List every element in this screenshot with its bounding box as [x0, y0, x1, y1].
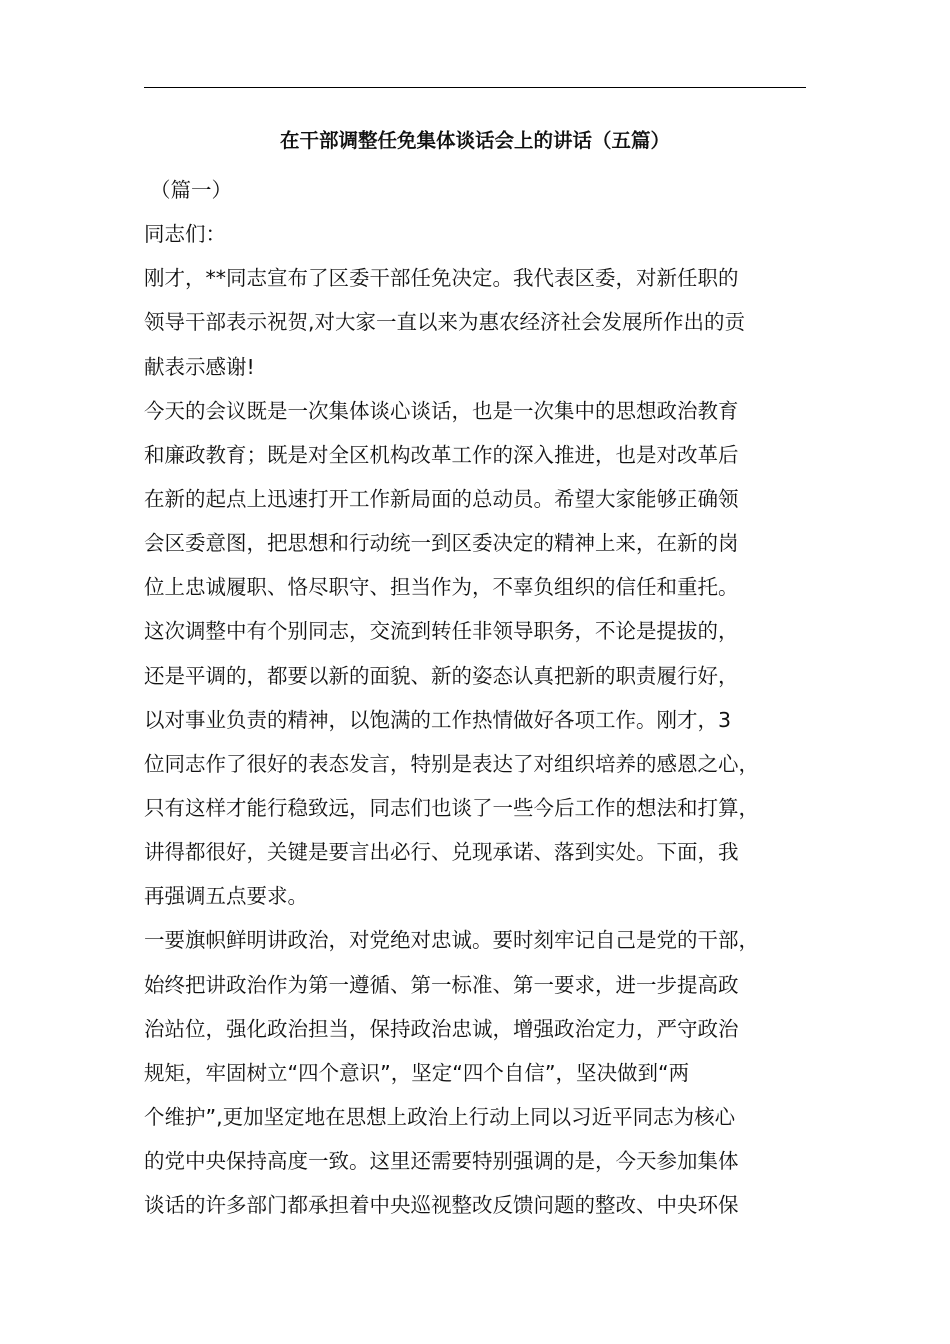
text-line: 这次调整中有个别同志，交流到转任非领导职务，不论是提拔的， [144, 619, 739, 644]
text-line: 规矩，牢固树立“四个意识”，坚定“四个自信”，坚决做到“两 [144, 1060, 690, 1085]
text-line: 谈话的许多部门都承担着中央巡视整改反馈问题的整改、中央环保 [144, 1193, 739, 1218]
text-line: 治站位，强化政治担当，保持政治忠诚，增强政治定力，严守政治 [144, 1016, 739, 1041]
text-line: 和廉政教育；既是对全区机构改革工作的深入推进，也是对改革后 [144, 442, 739, 467]
text-line: 同志们： [144, 222, 226, 247]
text-line: 以对事业负责的精神，以饱满的工作热情做好各项工作。刚才，3 [144, 707, 732, 732]
text-line: 刚才，**同志宣布了区委干部任免决定。我代表区委，对新任职的 [144, 266, 739, 291]
text-line: 位上忠诚履职、恪尽职守、担当作为，不辜负组织的信任和重托。 [144, 575, 739, 600]
text-line: 个维护”,更加坚定地在思想上政治上行动上同以习近平同志为核心 [144, 1104, 736, 1129]
text-line: 再强调五点要求。 [144, 884, 308, 909]
text-line: 会区委意图，把思想和行动统一到区委决定的精神上来，在新的岗 [144, 531, 739, 556]
text-line: 位同志作了很好的表态发言，特别是表达了对组织培养的感恩之心， [144, 751, 759, 776]
text-line: 讲得都很好，关键是要言出必行、兑现承诺、落到实处。下面，我 [144, 840, 739, 865]
text-line: 领导干部表示祝贺,对大家一直以来为惠农经济社会发展所作出的贡 [144, 310, 746, 335]
text-line: 献表示感谢! [144, 354, 255, 379]
text-line: 在新的起点上迅速打开工作新局面的总动员。希望大家能够正确领 [144, 486, 739, 511]
text-line: 只有这样才能行稳致远，同志们也谈了一些今后工作的想法和打算， [144, 795, 759, 820]
document-title: 在干部调整任免集体谈话会上的讲话（五篇） [279, 129, 670, 152]
text-line: 还是平调的，都要以新的面貌、新的姿态认真把新的职责履行好， [144, 663, 739, 688]
header-rule [144, 87, 806, 88]
text-line: 今天的会议既是一次集体谈心谈话，也是一次集中的思想政治教育 [144, 398, 739, 423]
text-line: 始终把讲政治作为第一遵循、第一标准、第一要求，进一步提高政 [144, 972, 739, 997]
text-line: 一要旗帜鲜明讲政治，对党绝对忠诚。要时刻牢记自己是党的干部， [144, 928, 759, 953]
document-body [144, 168, 812, 1227]
text-line: （篇一） [150, 178, 232, 202]
text-line: 的党中央保持高度一致。这里还需要特别强调的是，今天参加集体 [144, 1149, 739, 1174]
